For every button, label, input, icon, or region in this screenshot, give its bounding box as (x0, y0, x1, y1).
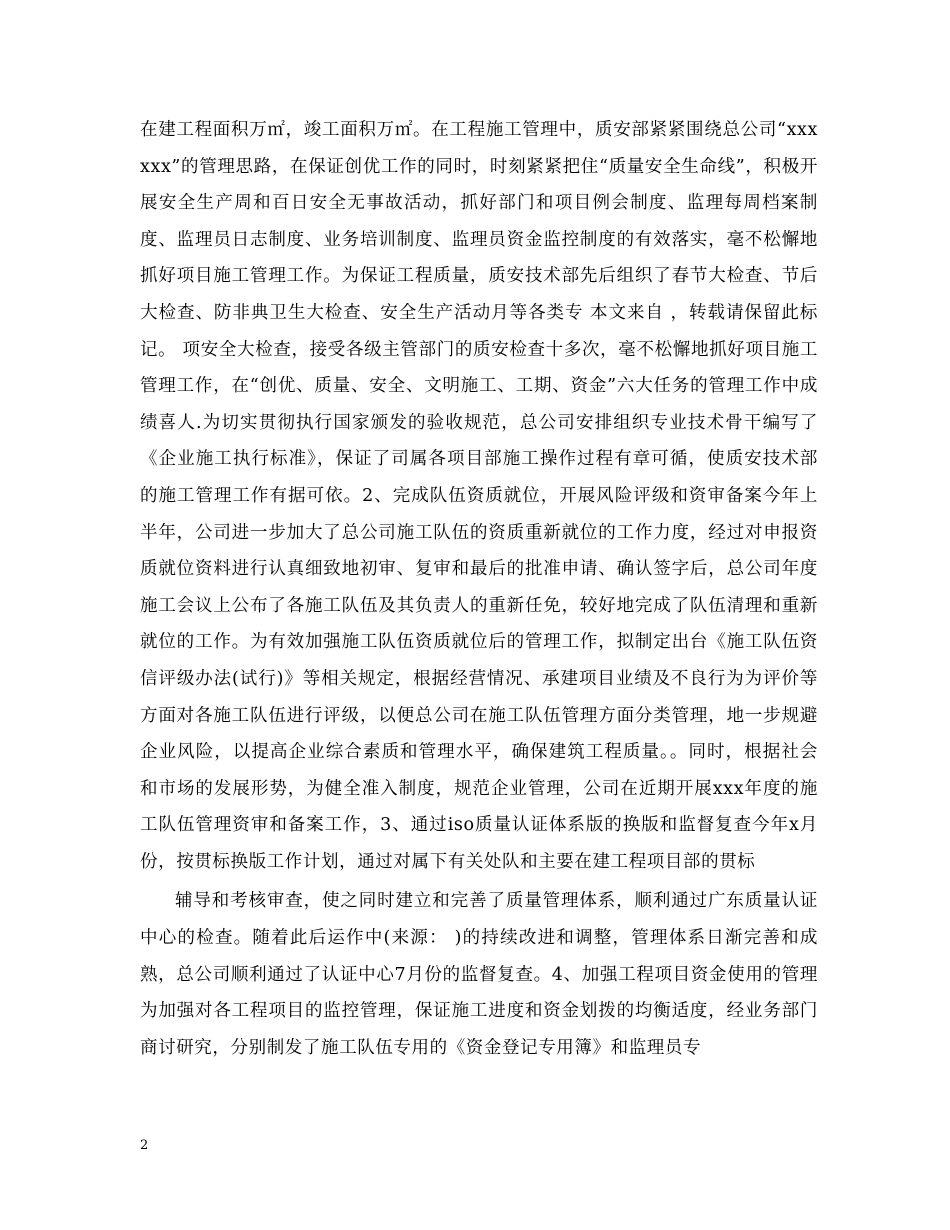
paragraph-1: 在建工程面积万㎡，竣工面积万㎡。在工程施工管理中，质安部紧紧围绕总公司“xxxxxx”的管理思路，在保证创优工作的同时，时刻紧紧把住“质量安全生命线”，积极开展安全生产周和百日安全无事故活动，抓好部门和项目例会制度、监理每周档案制度、监理员日志制度、业务培训制度、监理员资金监控制度的有效落实，毫不松懈地抓好项目施工管理工作。为保证工程质量，质安技术部先后组织了春节大检查、节后大检查、防非典卫生大检查、安全生产活动月等各类专 本文来自 ，转载请保留此标记。 项安全大检查，接受各级主管部门的质安检查十多次，毫不松懈地抓好项目施工管理工作，在“创优、质量、安全、文明施工、工期、资金”六大任务的管理工作中成绩喜人.为切实贯彻执行国家颁发的验收规范，总公司安排组织专业技术骨干编写了《企业施工执行标准》，保证了司属各项目部施工操作过程有章可循，使质安技术部的施工管理工作有据可依。2、完成队伍资质就位，开展风险评级和资审备案今年上半年，公司进一步加大了总公司施工队伍的资质重新就位的工作力度，经过对申报资质就位资料进行认真细致地初审、复审和最后的批准申请、确认签字后，总公司年度施工会议上公布了各施工队伍及其负责人的重新任免，较好地完成了队伍清理和重新就位的工作。为有效加强施工队伍资质就位后的管理工作，拟制定出台《施工队伍资信评级办法(试行)》等相关规定，根据经营情况、承建项目业绩及不良行为为评价等方面对各施工队伍进行评级，以便总公司在施工队伍管理方面分类管理，地一步规避企业风险，以提高企业综合素质和管理水平，确保建筑工程质量。。同时，根据社会和市场的发展形势，为健全准入制度，规范企业管理，公司在近期开展xxx年度的施工队伍管理资审和备案工作，3、通过iso质量认证体系版的换版和监督复查今年x月份，按贯标换版工作计划，通过对属下有关处队和主要在建工程项目部的贯标 (140, 120, 818, 872)
paragraph-2: 辅导和考核审查，使之同时建立和完善了质量管理体系，顺利通过广东质量认证中心的检查。随着此后运作中(来源： )的持续改进和调整，管理体系日渐完善和成熟，总公司顺利通过了认证中心7月份的监督复查。4、加强工程项目资金使用的管理为加强对各工程项目的监控管理，保证施工进度和资金划拨的均衡适度，经业务部门商讨研究，分别制发了施工队伍专用的《资金登记专用簿》和监理员专 (140, 891, 818, 1058)
page-number: 2 (140, 1138, 149, 1153)
body-text (140, 112, 818, 1066)
